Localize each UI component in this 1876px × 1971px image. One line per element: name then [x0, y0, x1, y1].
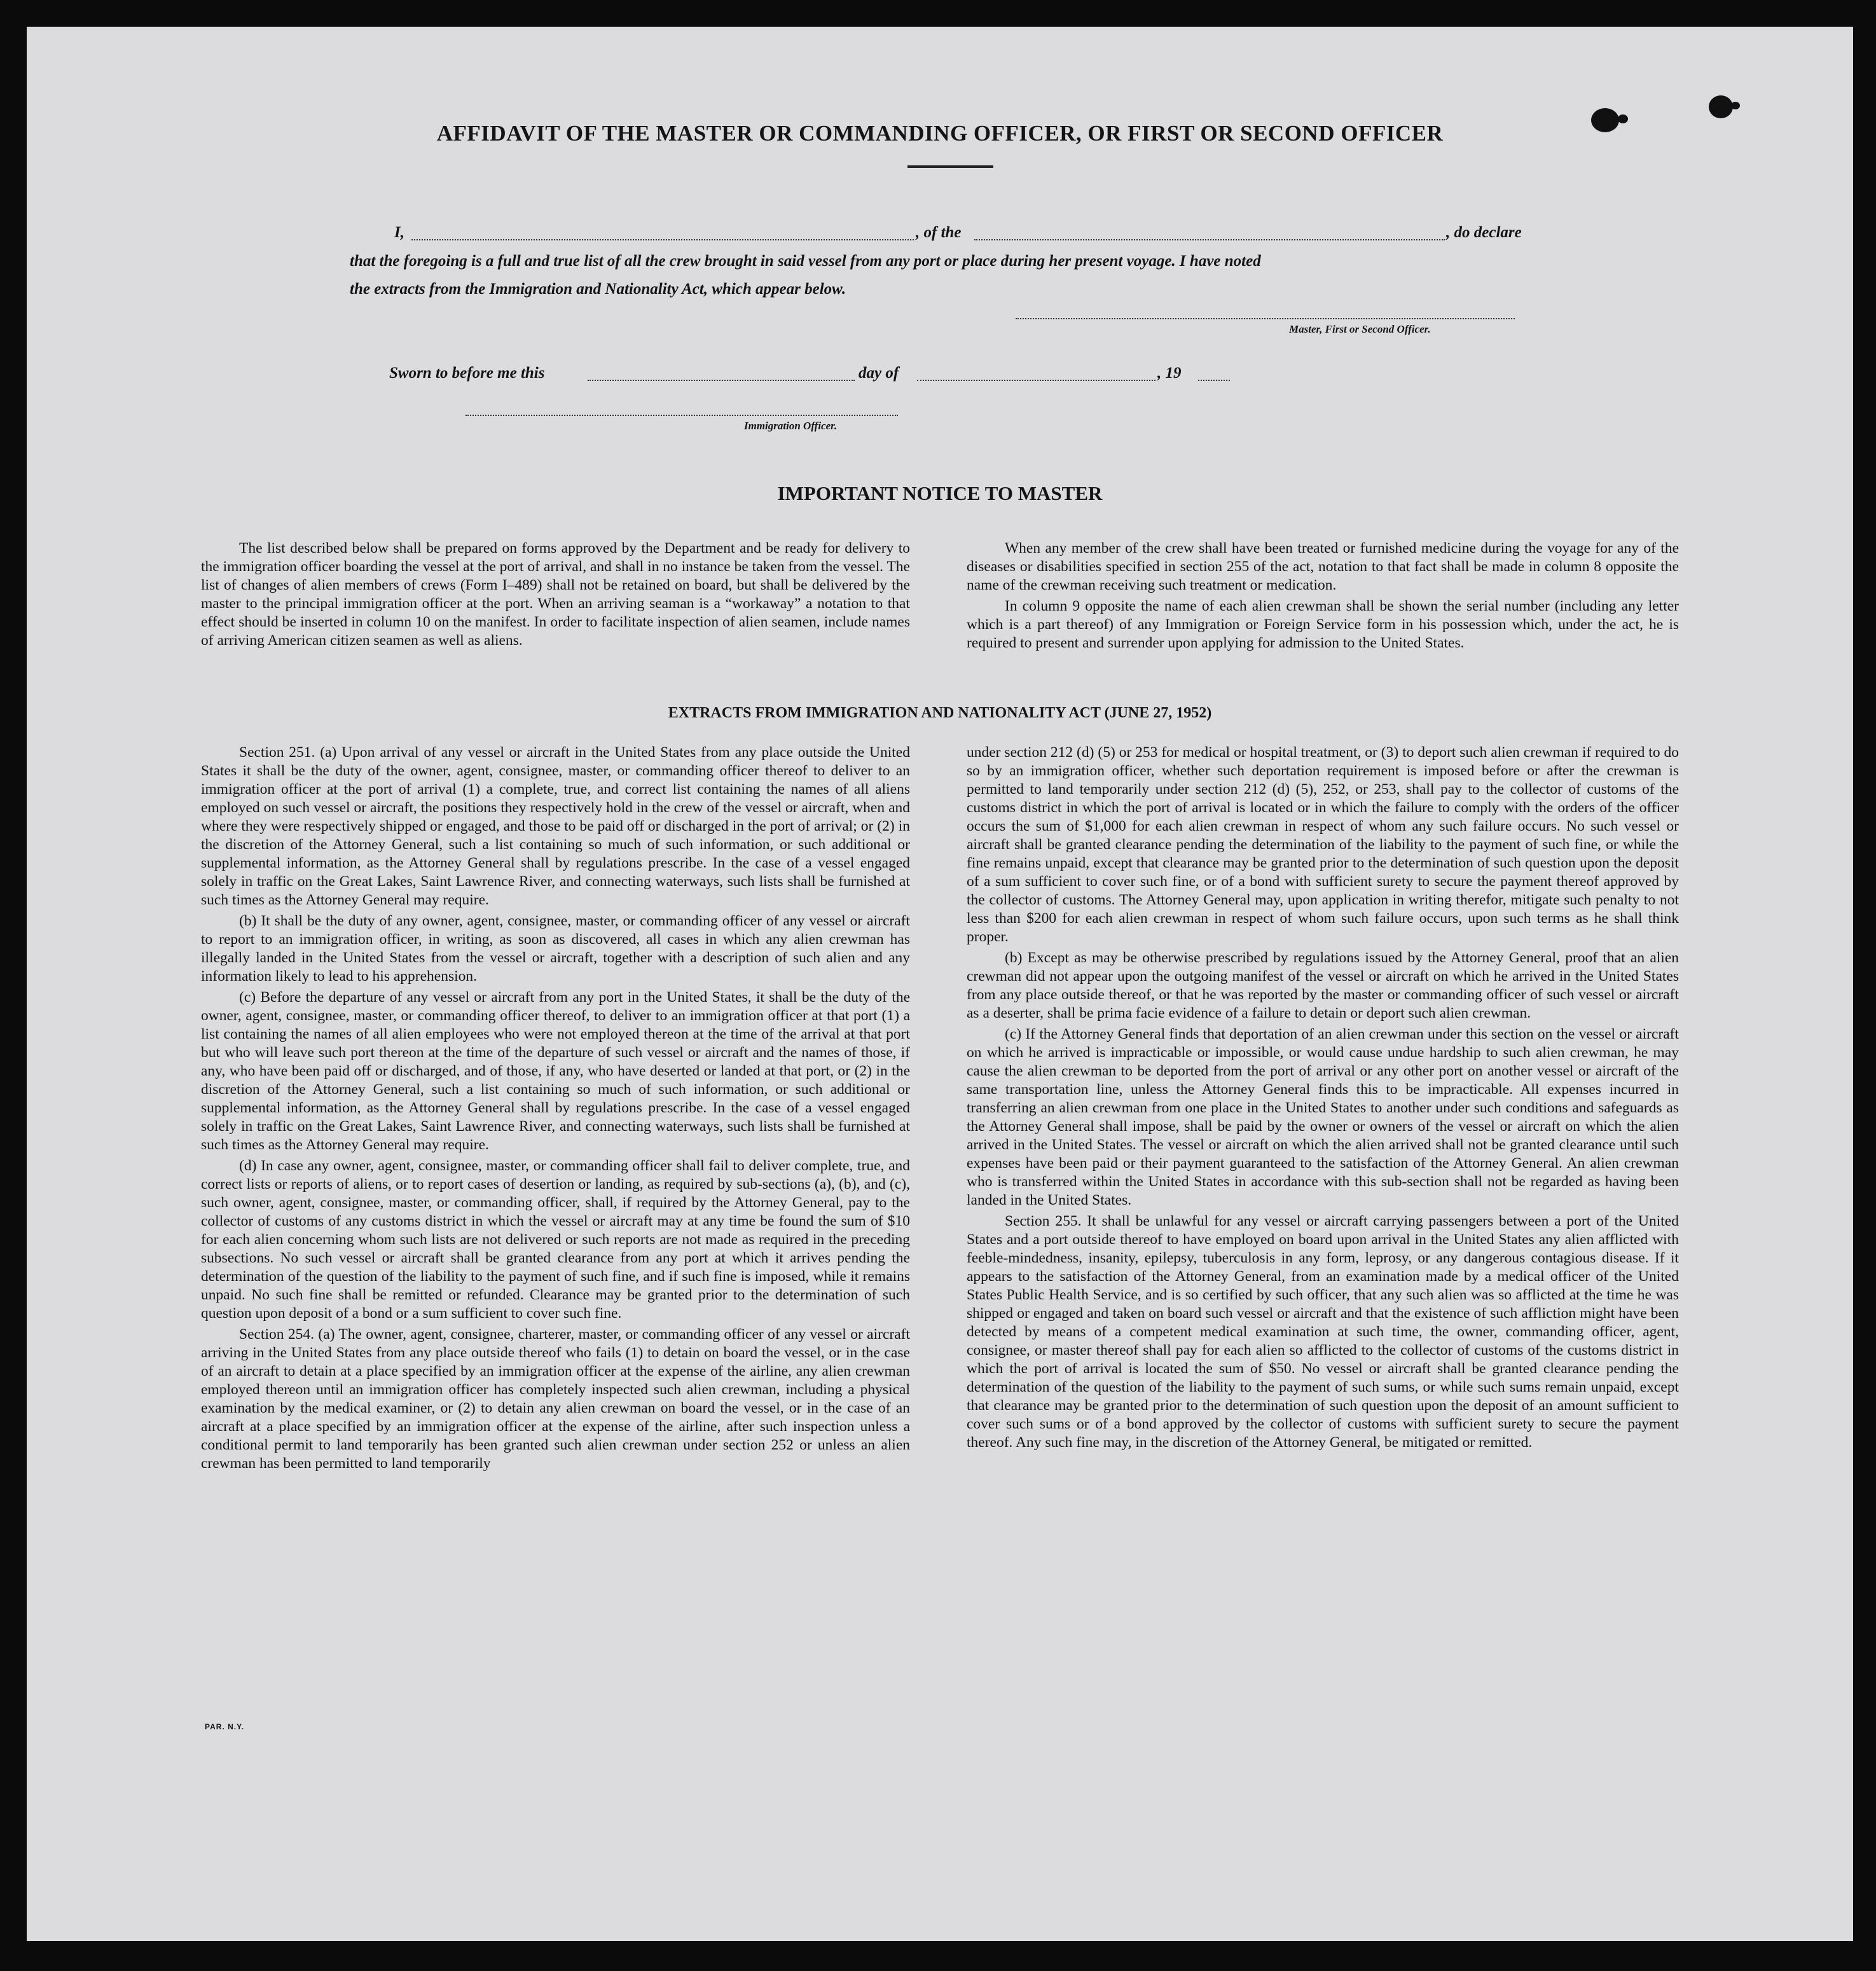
extract-paragraph: under section 212 (d) (5) or 253 for medical or hospital treatment, or (3) to deport such alien crewman if required to do so by an immigration officer, whether such deportation requirement is imposed before or after the crewman is permitted to land temporarily under section 212 (d) (5), 252, or 253, shall pay to the collector of customs of the customs district in which the port of arrival is located or in which the failure to comply with the orders of the officer occurs the sum of $1,000 for each alien crewman in respect of whom any such failure occurs. No such vessel or aircraft shall be granted clearance pending the determination of the liability to the payment of such fine, or while the fine remains unpaid, except that clearance may be granted prior to the determination of such question upon the deposit of a sum sufficient to cover such fine, or of a bond with sufficient surety to secure the payment thereof approved by the collector of customs. The Attorney General may, upon application in writing therefor, mitigate such penalty to not less than $200 for each alien crewman in respect of whom such failure occurs, upon such terms as he shall think proper. — [967, 744, 1679, 945]
extracts-title: EXTRACTS FROM IMMIGRATION AND NATIONALITY ACT (JUNE 27, 1952) — [668, 705, 1212, 721]
declaration-line-2: the extracts from the Immigration and Nationality Act, which appear below. — [350, 280, 846, 298]
notice-paragraph: The list described below shall be prepared on forms approved by the Department and be ready for delivery to the immigration officer boarding the vessel at the port of arrival, and shall in no instance be taken from the vessel. The list of changes of alien members of crews (Form I–489) shall not be retained on board, but shall be delivered by the master to the principal immigration officer at the port. When an arriving seaman is a “workaway” a notation to that effect should be inserted in column 10 on the manifest. In order to facilitate inspection of alien seamen, include names of arriving American citizen seamen as well as aliens. — [201, 540, 910, 649]
extract-paragraph: Section 251. (a) Upon arrival of any vessel or aircraft in the United States from any place outside the United States it shall be the duty of the owner, agent, consignee, master, or commanding officer thereof to deliver to an immigration officer at the port of arrival (1) a complete, true, and correct list containing the names of all aliens employed on such vessel or aircraft, the positions they respectively hold in the crew of the vessel or aircraft, when and where they were respectively shipped or engaged, and those to be paid off or discharged in the port of arrival; or (2) in the discretion of the Attorney General, such a list containing so much of such information, or such additional or supplemental information, as the Attorney General shall by regulations prescribe. In the case of a vessel engaged solely in traffic on the Great Lakes, Saint Lawrence River, and connecting waterways, such lists shall be furnished at such times as the Attorney General may require. — [201, 744, 910, 908]
declare-of-the-label: , of the — [916, 224, 962, 241]
notice-paragraph: In column 9 opposite the name of each alien crewman shall be shown the serial number (including any letter which is a part thereof) of any Immigration or Foreign Service form in his possession which, under the act, he is required to present and surrender upon applying for admission to the United States. — [967, 598, 1679, 651]
sworn-prefix-label: Sworn to before me this — [389, 364, 545, 382]
sworn-day-field[interactable] — [588, 380, 855, 381]
sworn-month-field[interactable] — [917, 380, 1155, 381]
affidavit-title: AFFIDAVIT OF THE MASTER OR COMMANDING OFFICER, OR FIRST OR SECOND OFFICER — [436, 121, 1444, 146]
notice-left-column — [201, 539, 910, 653]
master-signature-field[interactable] — [1016, 318, 1515, 319]
extracts-right-column — [967, 743, 1679, 1455]
extract-paragraph: (c) Before the departure of any vessel or aircraft from any port in the United States, it shall be the duty of the owner, agent, consignee, master, or commanding officer thereof, to deliver to an immigration officer at that port (1) a list containing the names of all alien employees who were not employed thereon at the time of the arrival at that port but who will leave such port thereon at the time of the departure of such vessel or aircraft and the names of those, if any, who have been paid off or discharged, and of those, if any, who have deserted or landed at that port, or (2) in the discretion of the Attorney General, such a list containing so much of such information, or such additional or supplemental information, as the Attorney General shall by regulations prescribe. In the case of a vessel engaged solely in traffic on the Great Lakes, Saint Lawrence River, and connecting waterways, such lists shall be furnished at such times as the Attorney General may require. — [201, 989, 910, 1153]
extract-paragraph: (b) It shall be the duty of any owner, agent, consignee, master, or commanding officer of any vessel or aircraft to report to an immigration officer, in writing, as soon as discovered, all cases in which any alien crewman has illegally landed in the United States from the vessel or aircraft, together with a description of such alien and any information likely to lead to his apprehension. — [201, 913, 910, 985]
extract-paragraph: Section 254. (a) The owner, agent, consignee, charterer, master, or commanding officer of any vessel or aircraft arriving in the United States from any place outside thereof who fails (1) to detain on board the vessel, or in the case of an aircraft to detain at a place specified by an immigration officer at the expense of the airline, any alien crewman employed thereon until an immigration officer has completely inspected such alien crewman, including a physical examination by the medical examiner, or (2) to detain any alien crewman on board the vessel, or in the case of an aircraft at a place specified by an immigration officer at the expense of the airline, after such inspection unless a conditional permit to land temporarily has been granted such alien crewman under section 252 or unless an alien crewman has been permitted to land temporarily — [201, 1326, 910, 1472]
title-rule — [907, 165, 993, 168]
officer-signature-field[interactable] — [466, 415, 898, 416]
vessel-name-field[interactable] — [974, 239, 1445, 240]
sworn-day-of-label: day of — [859, 364, 899, 382]
officer-signature-label: Immigration Officer. — [744, 420, 838, 432]
declare-i-label: I, — [394, 224, 404, 241]
ink-blot — [1709, 95, 1733, 118]
extract-paragraph: (c) If the Attorney General finds that deportation of an alien crewman under this section on the vessel or aircraft on which he arrived is impracticable or impossible, or would cause undue hardship to such alien crewman, he may cause the alien crewman to be deported from the port of arrival or any other port on another vessel or aircraft of the same transportation line, unless the Attorney General finds this to be impracticable. All expenses incurred in transferring an alien crewman from one place in the United States to another under such conditions and safeguards as the Attorney General shall impose, shall be paid by the owner or owners of the vessel or aircraft on which the alien arrived in the United States. The vessel or aircraft on which the alien arrived shall not be granted clearance until such expenses have been paid or their payment guaranteed to the satisfaction of the Attorney General. An alien crewman who is transferred within the United States in accordance with this sub-section shall not be regarded as having been landed in the United States. — [967, 1026, 1679, 1208]
notice-title: IMPORTANT NOTICE TO MASTER — [777, 482, 1103, 504]
sworn-year-label: , 19 — [1157, 364, 1182, 382]
extracts-left-column — [201, 743, 910, 1476]
ink-blot — [1731, 102, 1740, 109]
officer-name-field[interactable] — [411, 239, 914, 240]
master-signature-label: Master, First or Second Officer. — [1289, 323, 1431, 335]
notice-right-column — [967, 539, 1679, 655]
extract-paragraph: Section 255. It shall be unlawful for any vessel or aircraft carrying passengers between a port of the United States and a port outside thereof to have employed on board upon arrival in the United States any alien afflicted with feeble-mindedness, insanity, epilepsy, tuberculosis in any form, leprosy, or any dangerous contagious disease. If it appears to the satisfaction of the Attorney General, from an examination made by a medical officer of the United States Public Health Service, and is so certified by such officer, that any such alien was so afflicted at the time he was shipped or engaged and taken on board such vessel or aircraft and that the existence of such affliction might have been detected by means of a competent medical examination at such time, the owner, commanding officer, agent, consignee, or master thereof shall pay for each alien so afflicted to the collector of customs of the customs district in which the port of arrival is located the sum of $50. No vessel or aircraft shall be granted clearance pending the determination of the question of the liability to the payment of such sums, or while such sums remain unpaid, except that clearance may be granted prior to the determination of such question upon the deposit of an amount sufficient to cover such sums or of a bond approved by the collector of customs with sufficient surety to secure the payment thereof. Any such fine may, in the discretion of the Attorney General, be mitigated or remitted. — [967, 1213, 1679, 1451]
sworn-year-field[interactable] — [1198, 380, 1230, 381]
notice-paragraph: When any member of the crew shall have been treated or furnished medicine during the voyage for any of the diseases or disabilities specified in section 255 of the act, notation to that fact shall be made in column 8 opposite the name of the crewman receiving such treatment or medication. — [967, 540, 1679, 593]
document-page — [27, 27, 1853, 1941]
extract-paragraph: (d) In case any owner, agent, consignee, master, or commanding officer shall fail to deliver complete, true, and correct lists or reports of aliens, or to report cases of desertion or landing, as required by sub-sections (a), (b), and (c), such owner, agent, consignee, master, or commanding officer, shall, if required by the Attorney General, pay to the collector of customs of any customs district in which the vessel or aircraft may at any time be found the sum of $10 for each alien concerning whom such lists are not delivered or such reports are not made as required in the preceding subsections. No such vessel or aircraft shall be granted clearance from any port at which it arrives pending the determination of the question of the liability to the payment of such fine, and if such fine is imposed, while it remains unpaid. No such fine shall be remitted or refunded. Clearance may be granted prior to the determination of such question upon deposit of a bond or a sum sufficient to cover such fine. — [201, 1158, 910, 1322]
extract-paragraph: (b) Except as may be otherwise prescribed by regulations issued by the Attorney General, proof that an alien crewman did not appear upon the outgoing manifest of the vessel or aircraft on which he arrived in the United States from any place outside thereof, or that he was reported by the master or commanding officer of such vessel or aircraft as a deserter, shall be prima facie evidence of a failure to detain or deport such alien crewman. — [967, 950, 1679, 1021]
declare-do-declare-label: , do declare — [1446, 224, 1522, 241]
declaration-line-1: that the foregoing is a full and true list of all the crew brought in said vessel from any port or place during her present voyage. I have noted — [350, 252, 1261, 270]
printer-mark: PAR. N.Y. — [205, 1722, 245, 1731]
